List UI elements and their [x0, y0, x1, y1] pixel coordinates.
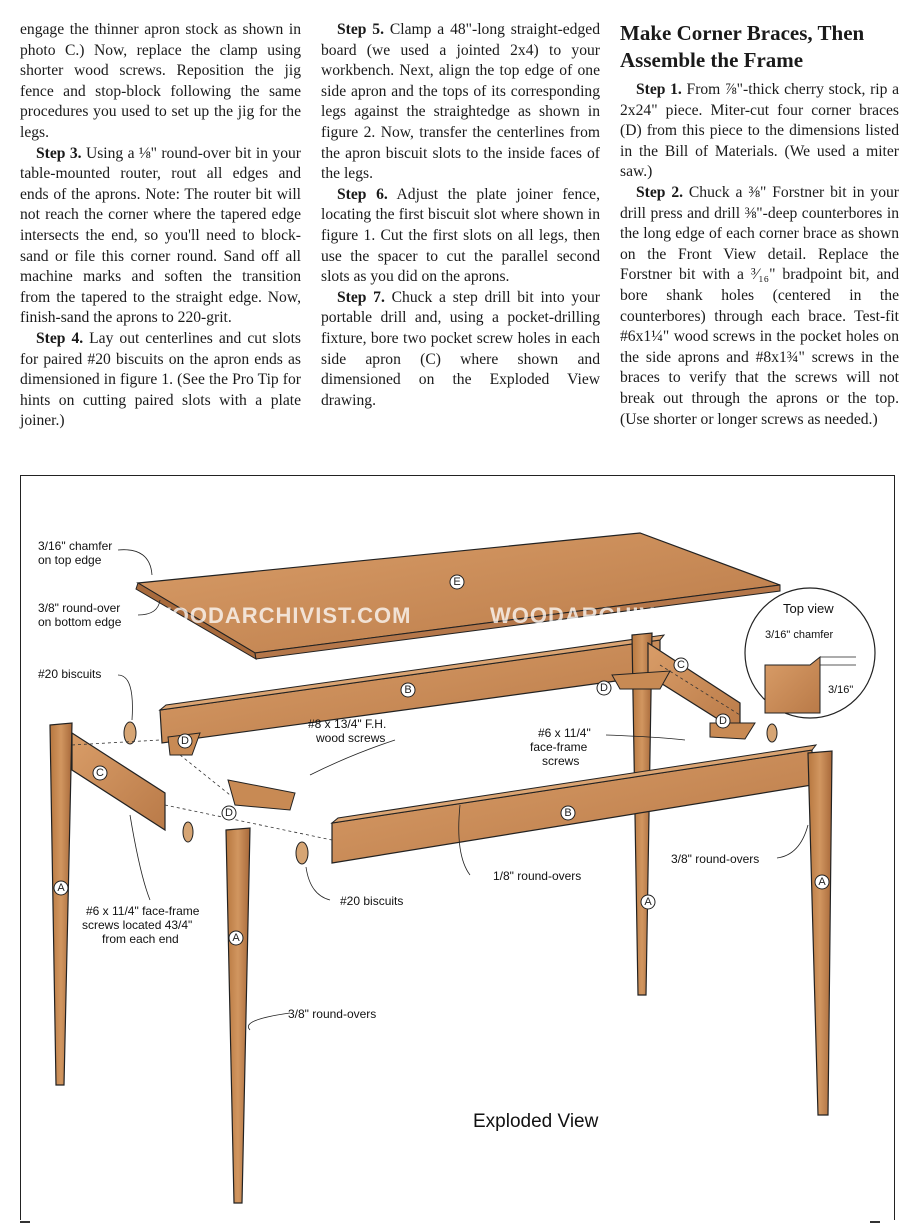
part-label-C: C	[96, 767, 104, 779]
step-label: Step 5.	[337, 21, 385, 38]
callout-roundovers-bottom: 3/8" round-overs	[288, 1007, 377, 1021]
detail-dimension: 3/16"	[828, 684, 854, 696]
part-label-D: D	[719, 715, 727, 727]
detail-chamfer: 3/16" chamfer	[765, 629, 834, 641]
paragraph-text: Using a ⅛" round-over bit in your table-mounted router, rout all edges and ends of the aprons. Note: The router bit will not reach the corner where the tapered edge intersects the end, so you'll need to block-sand or file this corner round. Sand off all machine marks and soften the transition from the tapered to the straight edge. Now, finish-sand the aprons to 220-grit.	[20, 144, 301, 327]
paragraph	[20, 329, 301, 432]
paragraph	[321, 20, 600, 185]
text-column-2	[321, 20, 600, 411]
text-column-3	[620, 20, 899, 430]
callout-fh-screws: wood screws	[316, 731, 386, 745]
step-label: Step 6.	[337, 185, 388, 203]
detail-title: Top view	[783, 601, 834, 616]
callout-face-frame-left: #6 x 11/4" face-frame	[86, 904, 200, 918]
paragraph-text: Clamp a 48"-long straight-edged board (we used a jointed 2x4) to your workbench. Next, align the top edge of one side apron and the tops of its corresponding legs against the straightedge as shown in figure 2. Now, transfer the centerlines from the apron biscuit slots to the inside faces of the legs.	[321, 21, 600, 183]
part-label-D: D	[600, 682, 608, 694]
exploded-view-figure	[20, 475, 895, 1220]
watermark: WOODARCHIVIST.COM	[490, 603, 752, 628]
step-label: Step 2.	[636, 183, 684, 201]
paragraph-text: From ⅞"-thick cherry stock, rip a 2x24" piece. Miter-cut four corner braces (D) from this piece to the dimensions listed in the Bill of Materials. (We used a miter saw.)	[620, 81, 899, 181]
paragraph	[620, 80, 899, 183]
step-label: Step 4.	[36, 329, 84, 347]
callout-face-frame: #6 x 11/4"	[538, 726, 591, 740]
paragraph-text: Adjust the plate joiner fence, locating the first biscuit slot where shown in figure 1. Cut the first slots on all legs, then use the spacer to cut the parallel second slots as you did on the aprons.	[321, 185, 600, 286]
part-label-A: A	[57, 882, 65, 894]
page-corner-mark	[870, 1221, 880, 1223]
callout-roundover: 3/8" round-over	[38, 601, 121, 615]
callout-face-frame-left: from each end	[102, 932, 179, 946]
step-label: Step 1.	[636, 81, 682, 98]
figure-frame	[20, 475, 895, 1220]
paragraph	[20, 144, 301, 329]
callout-eighth-roundovers: 1/8" round-overs	[493, 869, 582, 883]
step-label: Step 3.	[36, 144, 82, 162]
part-label-B: B	[404, 684, 412, 696]
part-label-A: A	[818, 876, 826, 888]
part-label-A: A	[644, 896, 652, 908]
part-label-C: C	[677, 659, 685, 671]
section-heading: Make Corner Braces, Then Assemble the Frame	[620, 21, 865, 72]
paragraph	[321, 288, 600, 412]
step-label: Step 7.	[337, 288, 385, 306]
part-label-D: D	[181, 735, 189, 747]
watermark: WOODARCHIVIST.COM	[150, 603, 412, 628]
paragraph: engage the thinner apron stock as shown in photo C.) Now, replace the clamp using shorter wood screws. Reposition the jig fence and stop-block following the same procedures you used to set up the jig for the legs.	[20, 21, 301, 141]
text-column-1	[20, 20, 301, 432]
callout-fh-screws: #8 x 13/4" F.H.	[308, 717, 387, 731]
callout-chamfer: on top edge	[38, 553, 102, 567]
callout-biscuits: #20 biscuits	[38, 667, 102, 681]
figure-title: Exploded View	[473, 1111, 599, 1132]
callout-face-frame: screws	[542, 754, 580, 768]
callout-biscuits-front: #20 biscuits	[340, 894, 404, 908]
paragraph-text: Chuck a step drill bit into your portable drill and, using a pocket-drilling fixture, bore two pocket screw holes in each side apron (C) where shown and dimensioned on the Exploded View drawing.	[321, 288, 601, 409]
callout-chamfer: 3/16" chamfer	[38, 539, 113, 553]
part-label-B: B	[564, 807, 572, 819]
part-label-E: E	[453, 576, 461, 588]
callout-roundovers-right: 3/8" round-overs	[671, 852, 760, 866]
page-corner-mark	[20, 1221, 30, 1223]
paragraph-text: Chuck a ⅜" Forstner bit in your drill press and drill ⅜"-deep counterbores in the long edge of each corner brace as shown on the Front View detail. Replace the Forstner bit with a ³⁄₁₆" bradpoint bit, and bore shank holes (centered in the counterbores) through each brace. Test-fit #6x1¼" wood screws in the pocket holes on the side aprons and #8x1¾" screws in the braces to verify that the screws will not break out through the aprons or the top. (Use shorter or longer screws as needed.)	[620, 183, 899, 428]
paragraph	[620, 183, 899, 430]
part-label-A: A	[232, 932, 240, 944]
callout-face-frame-left: screws located 43/4"	[82, 918, 193, 932]
paragraph	[321, 185, 600, 288]
callout-roundover: on bottom edge	[38, 615, 122, 629]
paragraph-text: Lay out centerlines and cut slots for paired #20 biscuits on the apron ends as dimensioned in figure 1. (See the Pro Tip for hints on cutting paired slots with a plate joiner.)	[20, 329, 301, 430]
part-label-D: D	[225, 807, 233, 819]
callout-face-frame: face-frame	[530, 740, 588, 754]
